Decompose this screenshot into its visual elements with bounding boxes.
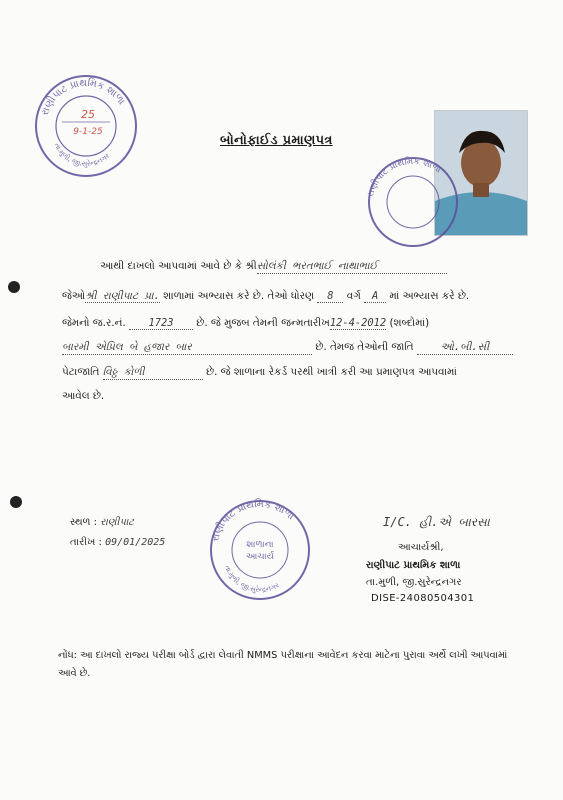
line5-prefix: પેટાજાતિ xyxy=(62,366,100,378)
punch-hole-bottom xyxy=(10,496,22,508)
certificate-title: બોનોફાઈડ પ્રમાણપત્ર xyxy=(220,133,333,148)
signature-designation: આચાર્યશ્રી, xyxy=(398,542,444,553)
line3-suffix: (શબ્દોમાં) xyxy=(389,317,430,329)
gr-number: 1723 xyxy=(129,317,193,330)
sub-caste: વિઠ્ઠ કોળી xyxy=(103,366,203,380)
date-of-birth: 12-4-2012 xyxy=(329,317,387,329)
school-name: શ્રી રાણીપાટ પ્રા. xyxy=(85,290,160,302)
place-label: સ્થળ : xyxy=(70,517,97,528)
body-line-5 xyxy=(62,366,457,380)
line3-prefix: જેમનો જ.ર.નં. xyxy=(62,317,126,329)
date-row xyxy=(70,537,165,548)
student-name: સોલંકી ભરતભાઈ નાથાભાઈ xyxy=(257,260,447,274)
standard: 8 xyxy=(317,290,343,303)
svg-text:રાણીપાટ પ્રાથમિક શાળા xyxy=(210,498,297,543)
date-value: 09/01/2025 xyxy=(105,537,166,548)
line1-prefix: આથી દાખલો આપવામાં આવે છે કે શ્રી xyxy=(100,260,257,272)
line3-mid: છે. જે મુજબ તેમની જન્મતારીખ xyxy=(196,317,330,329)
division: A xyxy=(364,290,386,303)
inward-stamp-arc-text: રાણીપાટ પ્રાથમિક શાળા xyxy=(39,77,127,118)
main-seal-inner-2: આચાર્ય xyxy=(245,552,275,562)
school-seal-main xyxy=(205,495,315,605)
svg-text:રાણીપાટ પ્રાથમિક શાળા xyxy=(366,156,443,198)
body-line-1 xyxy=(100,260,447,274)
line2-suffix: માં અભ્યાસ કરે છે. xyxy=(389,290,470,302)
date-label: તારીખ : xyxy=(70,537,102,548)
punch-hole-top xyxy=(8,281,20,293)
inward-stamp-bottom-text: તા.મુળી, જી.સુરેન્દ્રનગર xyxy=(52,141,112,169)
body-line-4 xyxy=(62,341,513,355)
svg-text:તા.મુળી, જી.સુરેન્દ્રનગર xyxy=(52,142,111,168)
school-seal-photo xyxy=(358,150,468,250)
body-line-2 xyxy=(62,290,469,303)
handwritten-signature: I/C. હી.એ બારસા xyxy=(383,515,490,529)
inward-stamp-number: 25 xyxy=(81,108,95,121)
caste: ઓ.બી.સી xyxy=(417,341,513,355)
signature-udise: DISE-24080504301 xyxy=(371,593,475,604)
signature-school: રાણીપાટ પ્રાથમિક શાળા xyxy=(366,560,461,571)
main-seal-inner-1: શાળાના xyxy=(246,540,274,550)
signature-location: તા.મુળી, જી.સુરેન્દ્રનગર xyxy=(366,577,462,588)
footer-note: નોંધ: આ દાખલો રાજ્ય પરીક્ષા બોર્ડ દ્વારા લેવાતી NMMS પરીક્ષાના આવેદન કરવા માટેના પુરાવા અર્થે લખી આપવામાં આવે છે. xyxy=(58,650,508,679)
place-value: રાણીપાટ xyxy=(100,517,135,528)
dob-in-words: બારમી એપ્રિલ બે હજાર બાર xyxy=(62,341,312,355)
inward-stamp-date: 9-1-25 xyxy=(73,127,103,137)
main-seal-text: રાણીપાટ પ્રાથમિક શાળા xyxy=(209,498,297,543)
line5-suffix: છે. જે શાળાના રેકર્ડ પરથી ખાત્રી કરી આ પ્રમાણપત્ર આપવામાં xyxy=(206,366,457,378)
body-line-3 xyxy=(62,317,429,330)
inward-stamp xyxy=(30,70,142,182)
division-label: વર્ગ xyxy=(346,290,361,302)
place-row xyxy=(70,517,134,528)
line4-mid: છે. તેમજ તેઓની જાતિ xyxy=(315,341,414,353)
line2-prefix: જેઓ xyxy=(62,290,86,302)
main-seal-bottom-text: તા.મુળી, જી.સુરેન્દ્રનગર xyxy=(222,564,281,595)
line6: આવેલ છે. xyxy=(62,390,105,402)
line2-mid: શાળામાં અભ્યાસ કરે છે. તેઓ ધોરણ xyxy=(163,290,315,302)
body-line-6 xyxy=(62,390,104,403)
photo-seal-text: રાણીપાટ પ્રાથમિક શાળા xyxy=(365,156,443,199)
